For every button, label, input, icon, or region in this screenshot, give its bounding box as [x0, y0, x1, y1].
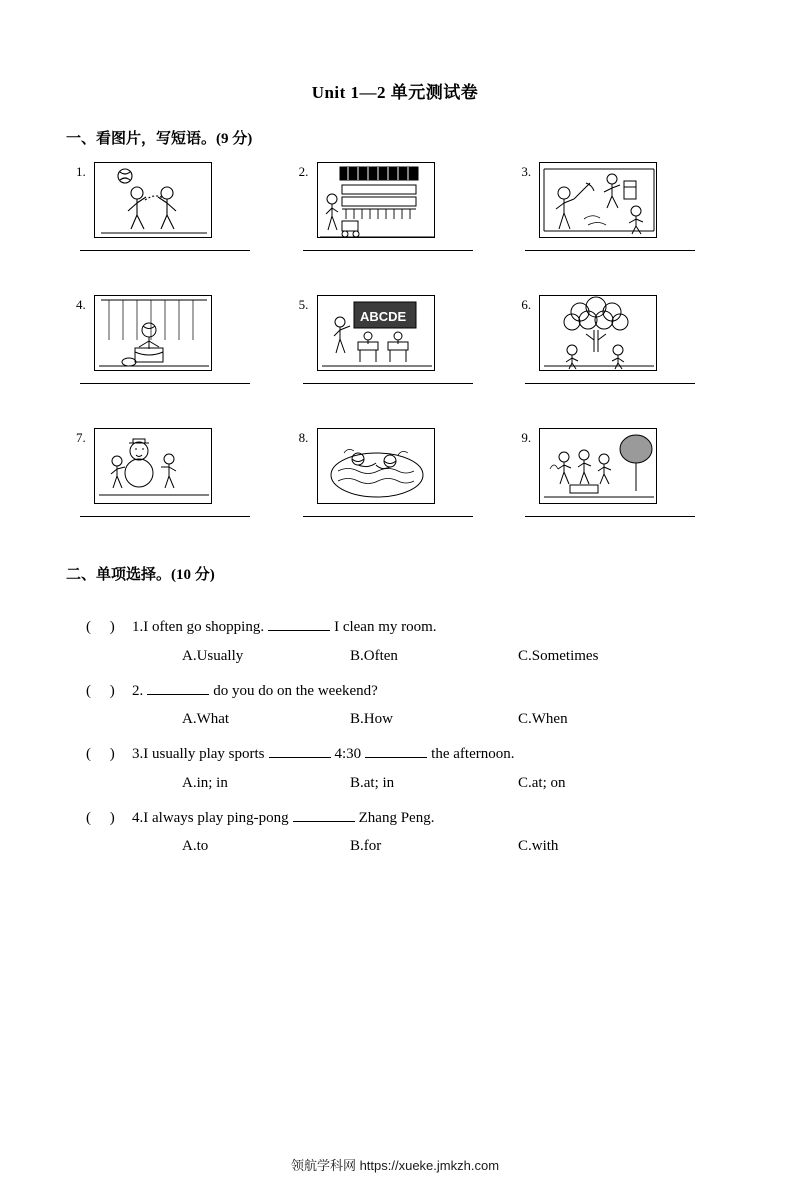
footer-text: 领航学科网 https://xueke.jmkzh.com	[290, 1158, 500, 1173]
picture-cell	[299, 428, 494, 517]
children-under-tree-picture	[539, 295, 657, 371]
svg-text:ABCDE: ABCDE	[359, 309, 406, 324]
option-b[interactable]: B.How	[350, 711, 393, 728]
picture-number: 7.	[76, 430, 86, 445]
option-a[interactable]: A.Usually	[182, 647, 244, 664]
options-row	[182, 774, 790, 793]
option-c[interactable]: C.with	[518, 838, 559, 855]
question-text-mid: 4:30	[334, 746, 362, 762]
fill-blank[interactable]	[365, 745, 427, 758]
answer-line[interactable]	[525, 250, 695, 251]
picture-number: 4.	[76, 297, 86, 312]
question-number: 4.	[132, 809, 144, 826]
option-a[interactable]: A.in; in	[182, 774, 228, 791]
question-number: 3.	[132, 746, 144, 762]
picture-number: 2.	[298, 164, 309, 179]
section-1-label: 一、看图片，写短语。	[66, 130, 217, 147]
fill-blank[interactable]	[269, 745, 331, 758]
picture-number: 6.	[521, 297, 532, 312]
children-playing-ball-picture	[94, 162, 212, 238]
option-c[interactable]: C.at; on	[518, 774, 566, 791]
question-number: 1.	[132, 619, 144, 635]
answer-line[interactable]	[303, 250, 473, 251]
picture-cell	[76, 295, 271, 384]
children-making-snowman-picture	[94, 428, 212, 504]
picture-cell	[299, 162, 494, 251]
options-row	[182, 647, 790, 666]
option-a[interactable]: A.to	[182, 838, 209, 855]
picture-row	[76, 162, 716, 251]
answer-line[interactable]	[525, 383, 695, 384]
question-text-after: Zhang Peng.	[358, 809, 435, 826]
supermarket-shopping-picture	[317, 162, 435, 238]
option-a[interactable]: A.What	[182, 711, 230, 728]
picture-row	[76, 295, 716, 384]
answer-line[interactable]	[80, 516, 250, 517]
picture-cell	[521, 428, 716, 517]
picture-number: 1.	[76, 164, 86, 179]
answer-paren[interactable]: ( )	[86, 746, 115, 762]
section-heading-1	[66, 127, 790, 148]
picture-cell	[76, 428, 271, 517]
question-text-after: do you do on the weekend?	[213, 682, 378, 699]
question-item	[86, 666, 790, 730]
fill-blank[interactable]	[268, 618, 330, 631]
question-number: 2.	[132, 682, 144, 699]
family-cleaning-room-picture	[539, 162, 657, 238]
option-c[interactable]: C.Sometimes	[518, 647, 599, 664]
worksheet-page	[0, 78, 790, 1196]
question-item	[86, 602, 790, 666]
option-b[interactable]: B.at; in	[350, 774, 395, 791]
picture-number: 8.	[298, 430, 309, 445]
question-text-after: the afternoon.	[431, 746, 515, 762]
picture-number: 9.	[521, 430, 532, 445]
picture-number: 5.	[298, 297, 309, 312]
picture-grid	[76, 162, 716, 517]
question-text-before: I often go shopping.	[143, 619, 265, 635]
section-heading-2	[66, 563, 790, 584]
option-b[interactable]: B.for	[350, 838, 382, 855]
answer-paren[interactable]: ( )	[86, 619, 115, 635]
question-text-before: I always play ping-pong	[143, 809, 289, 826]
picture-cell	[299, 295, 494, 384]
answer-paren[interactable]: ( )	[86, 682, 115, 699]
picture-cell	[521, 295, 716, 384]
picture-row	[76, 428, 716, 517]
page-title: Unit 1—2 单元测试卷	[311, 83, 479, 102]
answer-line[interactable]	[80, 383, 250, 384]
option-b[interactable]: B.Often	[350, 647, 398, 664]
options-row	[182, 710, 790, 729]
option-c[interactable]: C.When	[518, 711, 568, 728]
question-item	[86, 729, 790, 793]
children-picnic-park-picture	[539, 428, 657, 504]
section-1-points: (9 分)	[216, 131, 253, 147]
fill-blank[interactable]	[147, 682, 209, 695]
answer-line[interactable]	[303, 383, 473, 384]
fill-blank[interactable]	[293, 809, 355, 822]
classroom-blackboard-abcde-picture	[317, 295, 435, 371]
options-row	[182, 837, 790, 856]
answer-line[interactable]	[303, 516, 473, 517]
question-item	[86, 793, 790, 857]
question-text-after: I clean my room.	[334, 619, 437, 635]
question-text-before: I usually play sports	[143, 746, 265, 762]
multiple-choice-list	[0, 602, 790, 856]
section-2-label: 二、单项选择。	[66, 566, 172, 583]
section-2-points: (10 分)	[171, 567, 215, 583]
answer-paren[interactable]: ( )	[86, 809, 115, 826]
answer-line[interactable]	[525, 516, 695, 517]
answer-line[interactable]	[80, 250, 250, 251]
picture-cell	[76, 162, 271, 251]
page-footer	[0, 1155, 790, 1174]
picture-cell	[521, 162, 716, 251]
picture-number: 3.	[521, 164, 532, 179]
boy-washing-clothes-picture	[94, 295, 212, 371]
children-swimming-picture	[317, 428, 435, 504]
